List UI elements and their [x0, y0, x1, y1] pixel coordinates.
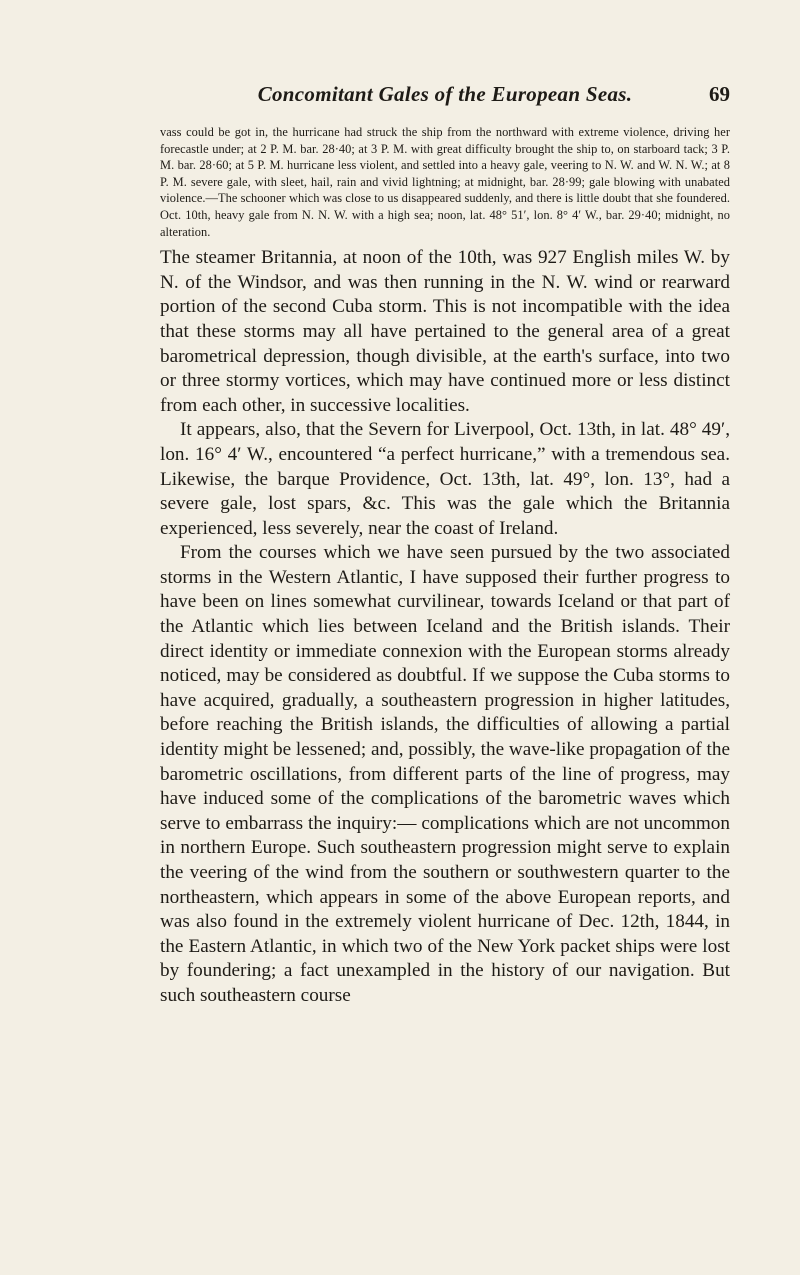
running-title: Concomitant Gales of the European Seas.	[257, 82, 633, 106]
paragraph-severn: It appears, also, that the Severn for Liverpool, Oct. 13th, in lat. 48° 49′, lon. 16° 4′ W., encountered “a perfect hurricane,” with a tremendous sea. Likewise, the barque Providence, Oct. 13th, lat. 49°, lon. 13°, had a severe gale, lost spars, &c. This was the gale which the Britannia experienced, less severely, near the coast of Ireland.	[160, 419, 730, 539]
running-head	[160, 82, 730, 112]
footnote-continuation: vass could be got in, the hurricane had struck the ship from the northward with extreme violence, driving her forecastle under; at 2 P. M. bar. 28·40; at 3 P. M. with great difficulty brought the ship to, on starboard tack; 3 P. M. bar. 28·60; at 5 P. M. hurricane less violent, and settled into a heavy gale, veering to N. W. and W. N. W.; at 8 P. M. severe gale, with sleet, hail, rain and vivid lightning; at midnight, bar. 28·99; gale blowing with unabated violence.—The schooner which was close to us disappeared suddenly, and there is little doubt that she foundered. Oct. 10th, heavy gale from N. N. W. with a high sea; noon, lat. 48° 51′, lon. 8° 4′ W., bar. 29·40; midnight, no alteration.	[160, 125, 730, 239]
paragraph-courses: From the courses which we have seen pursued by the two associated storms in the Western Atlantic, I have supposed their further progress to have been on lines somewhat curvilinear, towards Iceland or that part of the Atlantic which lies between Iceland and the British islands. Their direct identity or immediate connexion with the European storms already noticed, may be considered as doubtful. If we suppose the Cuba storms to have acquired, gradually, a southeastern progression in higher latitudes, before reaching the British islands, the difficulties of allowing a partial identity might be lessened; and, possibly, the wave-like propagation of the barometric oscillations, from different parts of the line of progress, may have induced some of the complications of the barometric waves which serve to embarrass the inquiry:— complications which are not uncommon in northern Europe. Such southeastern progression might serve to explain the veering of the wind from the southern or southwestern quarter to the northeastern, which appears in some of the above European reports, and was also found in the extremely violent hurricane of Dec. 12th, 1844, in the Eastern Atlantic, in which two of the New York packet ships were lost by foundering; a fact unexampled in the history of our navigation. But such southeastern course	[160, 542, 730, 1006]
page-number: 69	[709, 82, 730, 106]
paragraph-britannia: The steamer Britannia, at noon of the 10th, was 927 English miles W. by N. of the Windsor, and was then running in the N. W. wind or rearward portion of the second Cuba storm. This is not incompatible with the idea that these storms may all have pertained to the general area of a great barometrical depression, though divisible, at the earth's surface, into two or three stormy vortices, which may have continued more or less distinct from each other, in successive localities.	[160, 247, 730, 416]
